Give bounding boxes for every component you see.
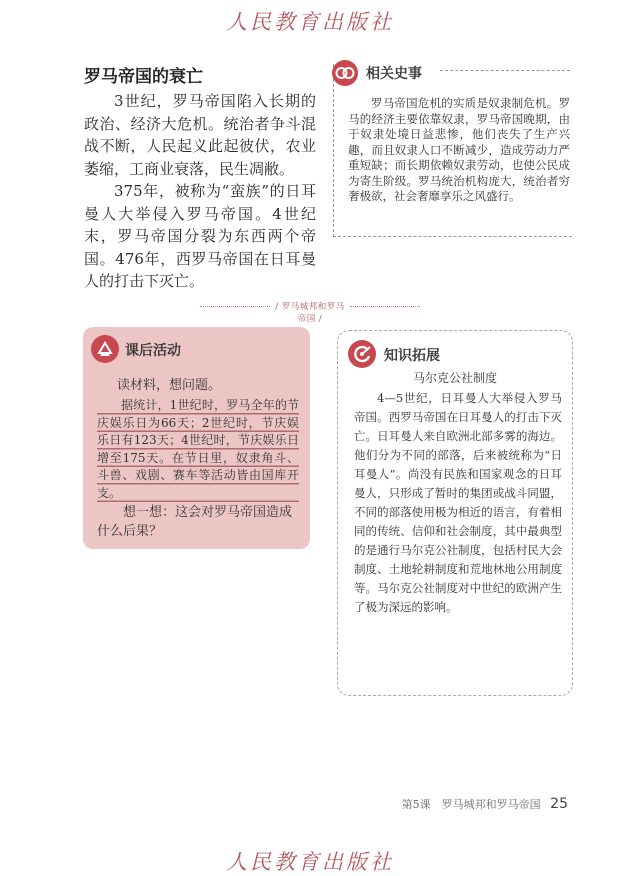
knowledge-title: 知识拓展 (384, 348, 440, 364)
divider-dots-left (200, 306, 270, 307)
activity-title: 课后活动 (125, 343, 181, 359)
section-title: 罗马帝国的衰亡 (84, 67, 203, 87)
main-paragraph: 3世纪，罗马帝国陷入长期的政治、经济大危机。统治者争斗混战不断，人民起义此起彼伏，农业萎缩，工商业衰落，民生凋敝。 (84, 92, 316, 178)
activity-material: 据统计，1世纪时，罗马全年的节庆娱乐日为66天；2世纪时，节庆娱乐日有123天；4世纪时，节庆娱乐日增至175天。在节日里，奴隶角斗、斗兽、戏剧、赛车等活动皆由国库开支。 (97, 397, 299, 502)
activity-question: 想一想：这会对罗马帝国造成什么后果？ (97, 505, 293, 539)
activity-subtitle: 读材料，想问题。 (117, 378, 222, 393)
page-footer (402, 796, 568, 812)
publisher-header: 人民教育出版社 (226, 10, 394, 34)
page-number: 25 (550, 796, 568, 812)
publisher-footer: 人民教育出版社 (226, 850, 394, 874)
activity-box (83, 327, 310, 549)
knowledge-subtitle: 马尔克公社制度 (412, 371, 497, 385)
knowledge-icon (348, 340, 376, 368)
knowledge-text: 4—5世纪，日耳曼人大举侵入罗马帝国。西罗马帝国在日耳曼人的打击下灭亡。日耳曼人来自欧洲北部多雾的海边。他们分为不同的部落，后来被统称为“日耳曼人”。尚没有民族和国家观念的日耳曼人，只形成了暂时的集团或战斗同盟，不同的部落使用极为相近的语言，有着相同的传统、信仰和社会制度，其中最典型的是通行马尔克公社制度，包括村民大会制度、土地轮耕制度和荒地林地公用制度等。马尔克公社制度对中世纪的欧洲产生了极为深远的影响。 (354, 391, 562, 614)
divider-dots-right (350, 306, 420, 307)
main-text (84, 90, 316, 293)
related-history-header (334, 60, 572, 90)
divider-label: / 罗马城邦和罗马帝国 / (275, 302, 345, 324)
activity-icon (91, 335, 119, 363)
main-paragraph: 375年，被称为“蛮族”的日耳曼人大举侵入罗马帝国。4世纪末，罗马帝国分裂为东西两个帝国。476年，西罗马帝国在日耳曼人的打击下灭亡。 (84, 182, 316, 290)
chapter-divider (200, 300, 420, 324)
footer-lesson: 第5课 罗马城邦和罗马帝国 (401, 798, 541, 811)
related-history-box (333, 64, 572, 237)
related-history-rule (440, 70, 570, 71)
related-history-title: 相关史事 (366, 66, 422, 82)
knowledge-box (337, 330, 573, 696)
related-history-text: 罗马帝国危机的实质是奴隶制危机。罗马的经济主要依靠奴隶，罗马帝国晚期，由于奴隶处境日益悲惨，他们丧失了生产兴趣，而且奴隶人口不断减少，造成劳动力严重短缺；而长期依赖奴隶劳动，也使公民成为寄生阶级。罗马统治机构庞大，统治者穷奢极欲，社会奢靡享乐之风盛行。 (348, 96, 570, 203)
related-history-icon (332, 60, 358, 86)
